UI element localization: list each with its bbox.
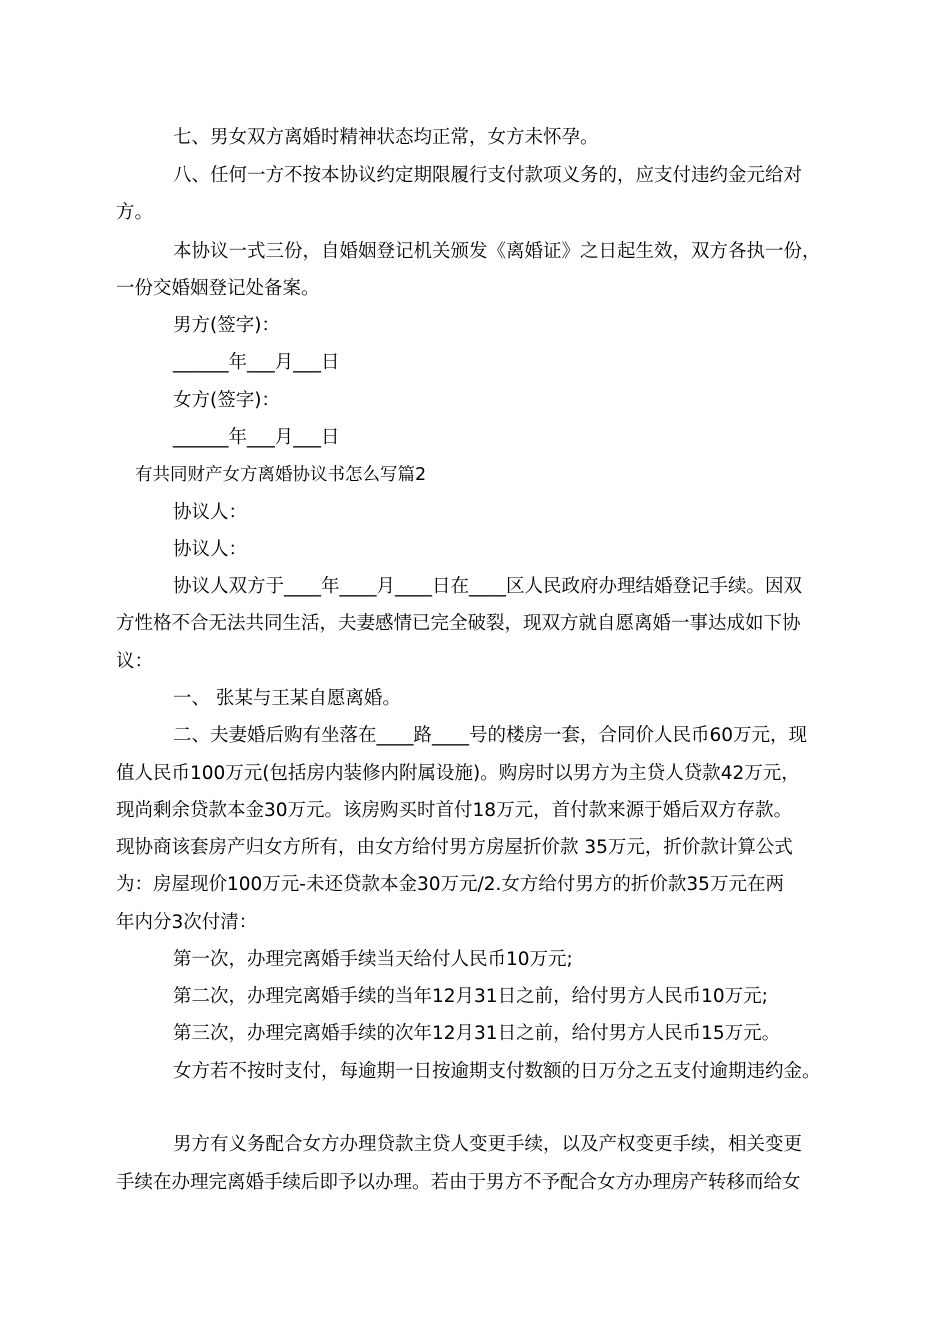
payment-1: 第一次，办理完离婚手续当天给付人民币10万元; [173, 949, 573, 970]
female-signature-date: ______年___月___日 [173, 427, 340, 448]
clause-2-line-6: 年内分3次付清： [116, 912, 258, 933]
male-signature-date: ______年___月___日 [173, 352, 340, 373]
section-heading: 有共同财产女方离婚协议书怎么写篇2 [135, 465, 427, 485]
copies-paragraph-continued: 一份交婚姻登记处备案。 [116, 278, 320, 299]
intro-paragraph-continued-1: 方性格不合无法共同生活，夫妻感情已完全破裂，现双方就自愿离婚一事达成如下协 [116, 613, 801, 634]
party-line-1: 协议人： [173, 502, 248, 523]
clause-8-continued: 方。 [116, 202, 154, 223]
male-signature-label: 男方(签字)： [173, 315, 280, 336]
payment-3: 第三次，办理完离婚手续的次年12月31日之前，给付男方人民币15万元。 [173, 1023, 781, 1044]
intro-paragraph: 协议人双方于____年____月____日在____区人民政府办理结婚登记手续。因双 [173, 576, 803, 597]
payment-2: 第二次，办理完离婚手续的当年12月31日之前，给付男方人民币10万元; [173, 986, 768, 1007]
clause-8: 八、任何一方不按本协议约定期限履行支付款项义务的，应支付违约金元给对 [173, 165, 803, 186]
cooperation-paragraph-continued: 手续在办理完离婚手续后即予以办理。若由于男方不予配合女方办理房产转移而给女 [116, 1172, 801, 1193]
clause-2-line-5: 为：房屋现价100万元-未还贷款本金30万元/2.女方给付男方的折价款35万元在两 [116, 874, 784, 895]
intro-paragraph-continued-2: 议： [116, 651, 154, 672]
party-line-2: 协议人： [173, 539, 248, 560]
clause-2-line-3: 现尚剩余贷款本金30万元。该房购买时首付18万元，首付款来源于婚后双方存款。 [116, 800, 793, 821]
clause-2-line-4: 现协商该套房产归女方所有，由女方给付男方房屋折价款 35万元，折价款计算公式 [116, 837, 793, 858]
female-signature-label: 女方(签字)： [173, 390, 280, 411]
copies-paragraph: 本协议一式三份，自婚姻登记机关颁发《离婚证》之日起生效，双方各执一份， [173, 241, 821, 262]
late-penalty: 女方若不按时支付，每逾期一日按逾期支付数额的日万分之五支付逾期违约金。 [173, 1061, 821, 1082]
clause-2: 二、夫妻婚后购有坐落在____路____号的楼房一套，合同价人民币60万元，现 [173, 725, 808, 746]
clause-2-line-2: 值人民币100万元(包括房内装修内附属设施)。购房时以男方为主贷人贷款42万元， [116, 763, 800, 784]
clause-1: 一、 张某与王某自愿离婚。 [173, 688, 401, 709]
cooperation-paragraph: 男方有义务配合女方办理贷款主贷人变更手续，以及产权变更手续，相关变更 [173, 1134, 803, 1155]
clause-7: 七、男女双方离婚时精神状态均正常，女方未怀孕。 [173, 127, 599, 148]
